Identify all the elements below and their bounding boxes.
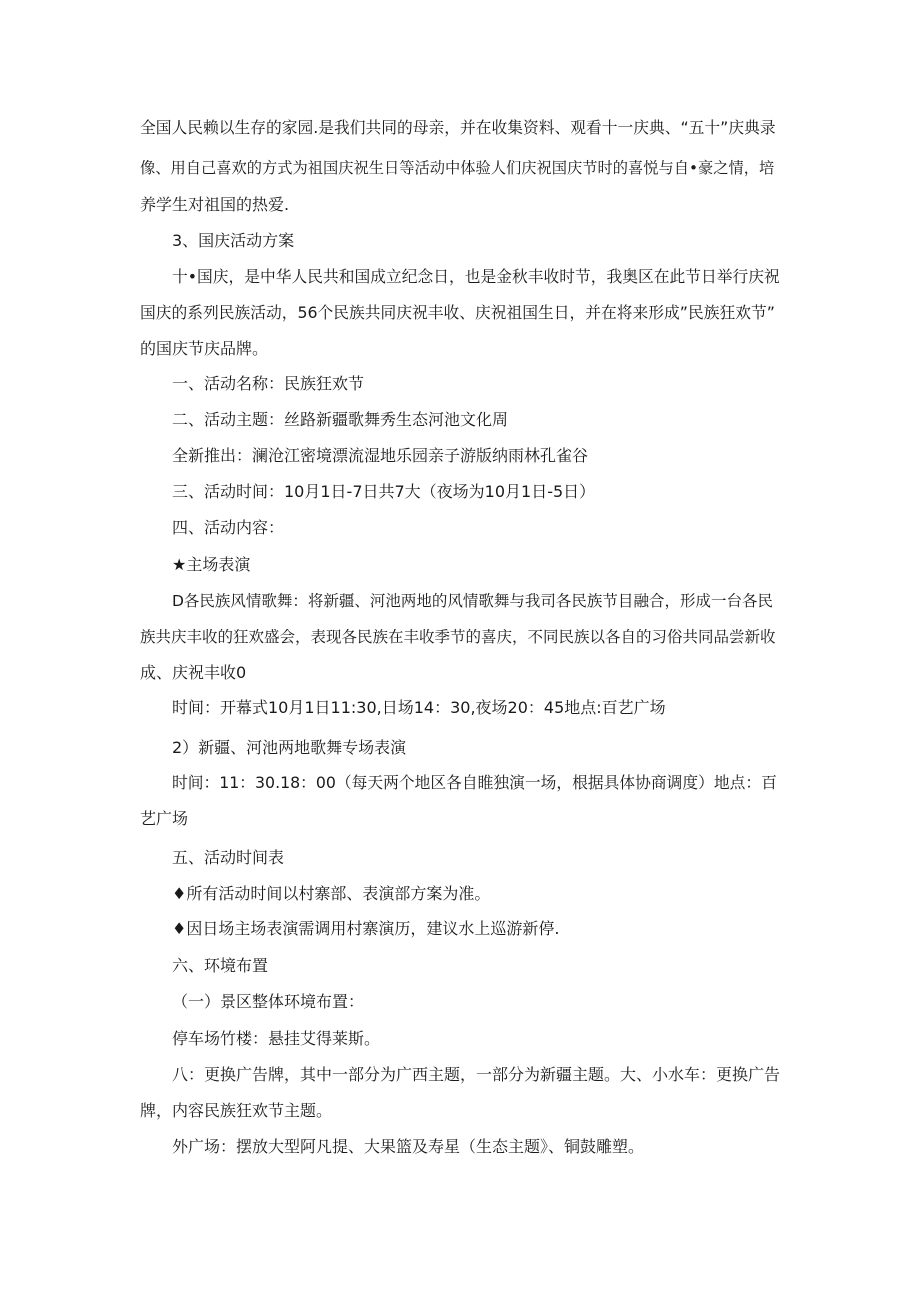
item-line: ★主场表演 <box>172 555 251 574</box>
item-line: 全新推出：澜沧江密境漂流湿地乐园亲子游版纳雨林孔雀谷 <box>172 446 589 465</box>
item-line: 时间：开幕式10月1日11:30,日场14：30,夜场20：45地点:百艺广场 <box>172 698 666 717</box>
section-heading: 3、国庆活动方案 <box>172 231 295 250</box>
item-line: 停车场竹楼：悬挂艾得莱斯。 <box>172 1029 381 1048</box>
paragraph-line: 国庆的系列民族活动，56个民族共同庆祝丰收、庆祝祖国生日，并在将来形成”民族狂欢节” <box>140 303 775 322</box>
item-line: 一、活动名称：民族狂欢节 <box>172 374 365 393</box>
paragraph-line: 像、用自己喜欢的方式为祖国庆祝生日等活动中体验人们庆祝国庆节时的喜悦与自•豪之情，培 <box>140 159 775 177</box>
paragraph-line: 十•国庆，是中华人民共和国成立纪念日，也是金秋丰收时节，我奥区在此节日举行庆祝 <box>172 267 780 286</box>
item-line: （一）景区整体环境布置： <box>172 992 365 1011</box>
paragraph-line: 的国庆节庆品牌。 <box>140 339 269 358</box>
paragraph-line: 八：更换广告牌，其中一部分为广西主题，一部分为新疆主题。大、小水车：更换广告 <box>172 1065 781 1084</box>
item-line: 2）新疆、河池两地歌舞专场表演 <box>172 738 407 757</box>
item-line: 外广场：摆放大型阿凡提、大果篮及寿星（生态主题》、铜鼓雕塑。 <box>172 1137 645 1156</box>
item-line: ♦因日场主场表演需调用村寨演历，建议水上巡游新停. <box>172 919 560 938</box>
paragraph-line: 艺广场 <box>140 809 189 828</box>
item-line: 六、环境布置 <box>172 956 269 975</box>
item-line: ♦所有活动时间以村寨部、表演部方案为准。 <box>172 884 491 903</box>
paragraph-line: 牌，内容民族狂欢节主题。 <box>140 1101 333 1120</box>
item-line: 三、活动时间：10月1日-7日共7大（夜场为10月1日-5日） <box>172 482 596 501</box>
paragraph-line: 成、庆祝丰收0 <box>140 663 247 682</box>
paragraph-line: 族共庆丰收的狂欢盛会，表现各民族在丰收季节的喜庆，不同民族以各自的习俗共同品尝新收 <box>140 628 776 646</box>
item-line: 四、活动内容： <box>172 518 285 537</box>
item-line: 二、活动主题：丝路新疆歌舞秀生态河池文化周 <box>172 410 509 429</box>
item-line: 五、活动时间表 <box>172 848 285 867</box>
paragraph-line: 全国人民赖以生存的家园.是我们共同的母亲，并在收集资料、观看十一庆典、“五十”庆典录 <box>140 118 776 137</box>
paragraph-line: 时间：11：30.18：00（每天两个地区各自睢独演一场，根据具体协商调度）地点：百 <box>172 773 777 792</box>
paragraph-line: D各民族风情歌舞：将新疆、河池两地的风情歌舞与我司各民族节目融合，形成一台各民 <box>172 592 773 610</box>
paragraph-line: 养学生对祖国的热爱. <box>140 195 290 214</box>
